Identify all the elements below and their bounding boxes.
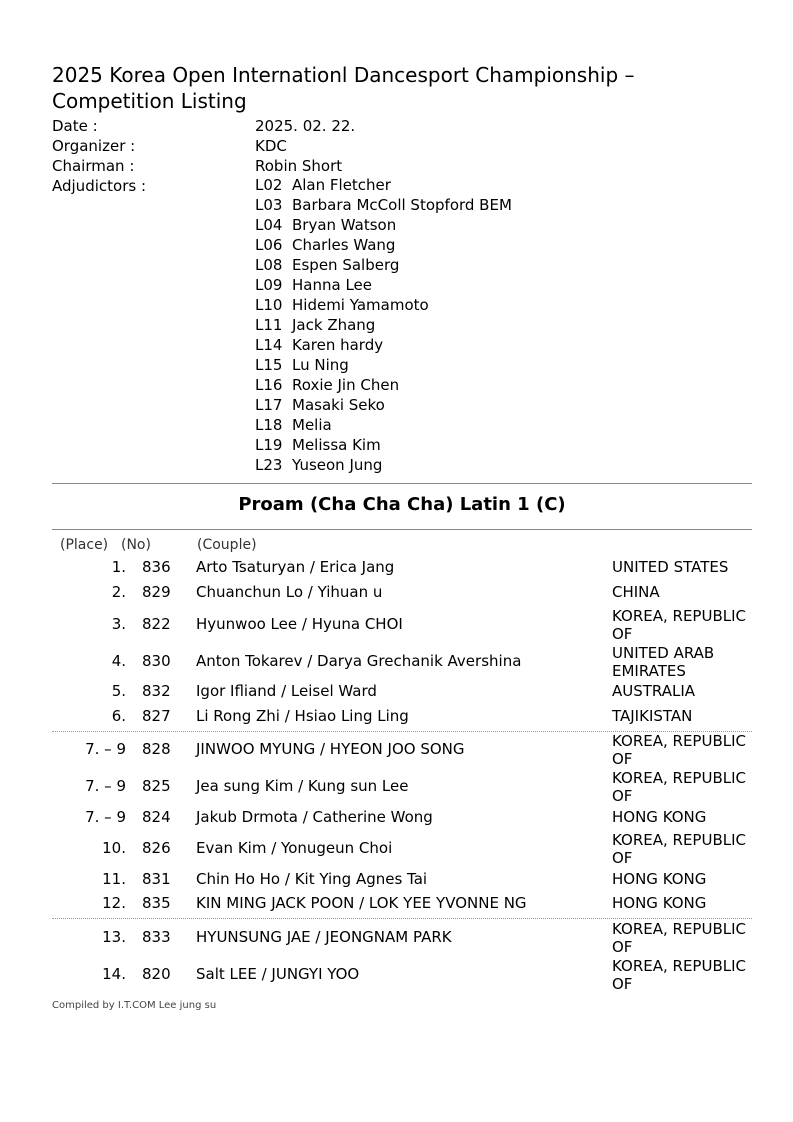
result-country: UNITED STATES	[612, 558, 729, 576]
adjudicator-row	[255, 255, 512, 275]
result-country: HONG KONG	[612, 894, 707, 912]
result-number: 827	[142, 707, 171, 725]
result-number: 829	[142, 583, 171, 601]
result-number: 832	[142, 682, 171, 700]
result-place: 1.	[111, 558, 126, 576]
adjudicator-row	[255, 395, 512, 415]
result-couple: Hyunwoo Lee / Hyuna CHOI	[196, 615, 403, 633]
adjudicator-row	[255, 235, 512, 255]
result-number: 825	[142, 777, 171, 795]
result-place: 4.	[111, 652, 126, 670]
adjudicator-row	[255, 415, 512, 435]
result-country: KOREA, REPUBLIC OF	[612, 607, 746, 643]
column-header-no: (No)	[121, 537, 151, 553]
result-couple: Evan Kim / Yonugeun Choi	[196, 839, 393, 857]
result-number: 835	[142, 894, 171, 912]
date-label: Date :	[52, 117, 98, 135]
adjudicator-name: Charles Wang	[292, 236, 396, 254]
result-country: HONG KONG	[612, 870, 707, 888]
result-country: TAJIKISTAN	[612, 707, 693, 725]
result-number: 828	[142, 740, 171, 758]
result-couple: Chuanchun Lo / Yihuan u	[196, 583, 383, 601]
result-place: 7. – 9	[85, 740, 126, 758]
adjudicator-name: Melia	[292, 416, 332, 434]
adjudicator-row	[255, 375, 512, 395]
footer-credit: Compiled by I.T.COM Lee jung su	[52, 1000, 217, 1011]
divider	[52, 529, 752, 530]
adjudicator-name: Barbara McColl Stopford BEM	[292, 196, 512, 214]
result-country: UNITED ARAB EMIRATES	[612, 644, 715, 680]
divider	[52, 483, 752, 484]
result-number: 822	[142, 615, 171, 633]
adjudicator-code: L08	[255, 256, 283, 274]
adjudicator-name: Espen Salberg	[292, 256, 400, 274]
result-couple: KIN MING JACK POON / LOK YEE YVONNE NG	[196, 894, 527, 912]
result-place: 12.	[102, 894, 126, 912]
result-place: 7. – 9	[85, 777, 126, 795]
result-place: 11.	[102, 870, 126, 888]
result-place: 2.	[111, 583, 126, 601]
adjudicators-label: Adjudictors :	[52, 177, 146, 195]
result-couple: Anton Tokarev / Darya Grechanik Avershina	[196, 652, 522, 670]
result-number: 826	[142, 839, 171, 857]
adjudicator-name: Roxie Jin Chen	[292, 376, 400, 394]
column-header-couple: (Couple)	[197, 537, 257, 553]
adjudicator-code: L14	[255, 336, 283, 354]
adjudicator-code: L16	[255, 376, 283, 394]
document-title: 2025 Korea Open Internationl Dancesport Championship – Competition Listing	[52, 63, 635, 113]
event-title: Proam (Cha Cha Cha) Latin 1 (C)	[238, 494, 566, 515]
result-couple: Igor Ifliand / Leisel Ward	[196, 682, 377, 700]
adjudicator-code: L15	[255, 356, 283, 374]
adjudicator-row	[255, 295, 512, 315]
adjudicator-name: Masaki Seko	[292, 396, 385, 414]
adjudicator-name: Karen hardy	[292, 336, 384, 354]
chairman-value: Robin Short	[255, 157, 343, 175]
organizer-value: KDC	[255, 137, 287, 155]
result-number: 831	[142, 870, 171, 888]
adjudicator-code: L06	[255, 236, 283, 254]
chairman-label: Chairman :	[52, 157, 135, 175]
date-value: 2025. 02. 22.	[255, 117, 356, 135]
adjudicator-code: L02	[255, 176, 283, 194]
adjudicator-code: L17	[255, 396, 283, 414]
result-couple: HYUNSUNG JAE / JEONGNAM PARK	[196, 928, 452, 946]
adjudicator-name: Hidemi Yamamoto	[292, 296, 429, 314]
result-country: KOREA, REPUBLIC OF	[612, 769, 746, 805]
result-place: 10.	[102, 839, 126, 857]
adjudicator-row	[255, 315, 512, 335]
result-place: 14.	[102, 965, 126, 983]
adjudicator-code: L09	[255, 276, 283, 294]
adjudicator-code: L11	[255, 316, 283, 334]
adjudicator-name: Yuseon Jung	[292, 456, 383, 474]
adjudicator-name: Jack Zhang	[292, 316, 376, 334]
result-place: 5.	[111, 682, 126, 700]
adjudicator-row	[255, 355, 512, 375]
result-number: 836	[142, 558, 171, 576]
result-number: 830	[142, 652, 171, 670]
adjudicator-row	[255, 275, 512, 295]
result-couple: Jea sung Kim / Kung sun Lee	[196, 777, 409, 795]
adjudicator-row	[255, 455, 512, 475]
result-country: KOREA, REPUBLIC OF	[612, 732, 746, 768]
adjudicator-code: L03	[255, 196, 283, 214]
adjudicator-name: Hanna Lee	[292, 276, 372, 294]
result-couple: Chin Ho Ho / Kit Ying Agnes Tai	[196, 870, 428, 888]
adjudicator-row	[255, 335, 512, 355]
result-number: 824	[142, 808, 171, 826]
adjudicator-code: L23	[255, 456, 283, 474]
adjudicator-list	[255, 175, 512, 475]
adjudicator-row	[255, 195, 512, 215]
group-divider	[52, 731, 752, 732]
adjudicator-code: L10	[255, 296, 283, 314]
result-country: AUSTRALIA	[612, 682, 696, 700]
result-couple: Jakub Drmota / Catherine Wong	[196, 808, 433, 826]
result-country: CHINA	[612, 583, 660, 601]
adjudicator-name: Melissa Kim	[292, 436, 381, 454]
result-place: 3.	[111, 615, 126, 633]
result-country: KOREA, REPUBLIC OF	[612, 957, 746, 993]
adjudicator-code: L18	[255, 416, 283, 434]
adjudicator-name: Bryan Watson	[292, 216, 397, 234]
result-number: 820	[142, 965, 171, 983]
adjudicator-row	[255, 435, 512, 455]
adjudicator-row	[255, 175, 512, 195]
result-place: 13.	[102, 928, 126, 946]
result-couple: Salt LEE / JUNGYI YOO	[196, 965, 360, 983]
result-couple: Li Rong Zhi / Hsiao Ling Ling	[196, 707, 409, 725]
adjudicator-code: L19	[255, 436, 283, 454]
adjudicator-code: L04	[255, 216, 283, 234]
adjudicator-name: Lu Ning	[292, 356, 349, 374]
organizer-label: Organizer :	[52, 137, 136, 155]
adjudicator-row	[255, 215, 512, 235]
adjudicator-name: Alan Fletcher	[292, 176, 391, 194]
result-place: 7. – 9	[85, 808, 126, 826]
result-place: 6.	[111, 707, 126, 725]
group-divider	[52, 918, 752, 919]
result-couple: JINWOO MYUNG / HYEON JOO SONG	[196, 740, 465, 758]
result-couple: Arto Tsaturyan / Erica Jang	[196, 558, 395, 576]
result-country: KOREA, REPUBLIC OF	[612, 920, 746, 956]
result-country: HONG KONG	[612, 808, 707, 826]
column-header-place: (Place)	[60, 537, 109, 553]
result-country: KOREA, REPUBLIC OF	[612, 831, 746, 867]
result-number: 833	[142, 928, 171, 946]
